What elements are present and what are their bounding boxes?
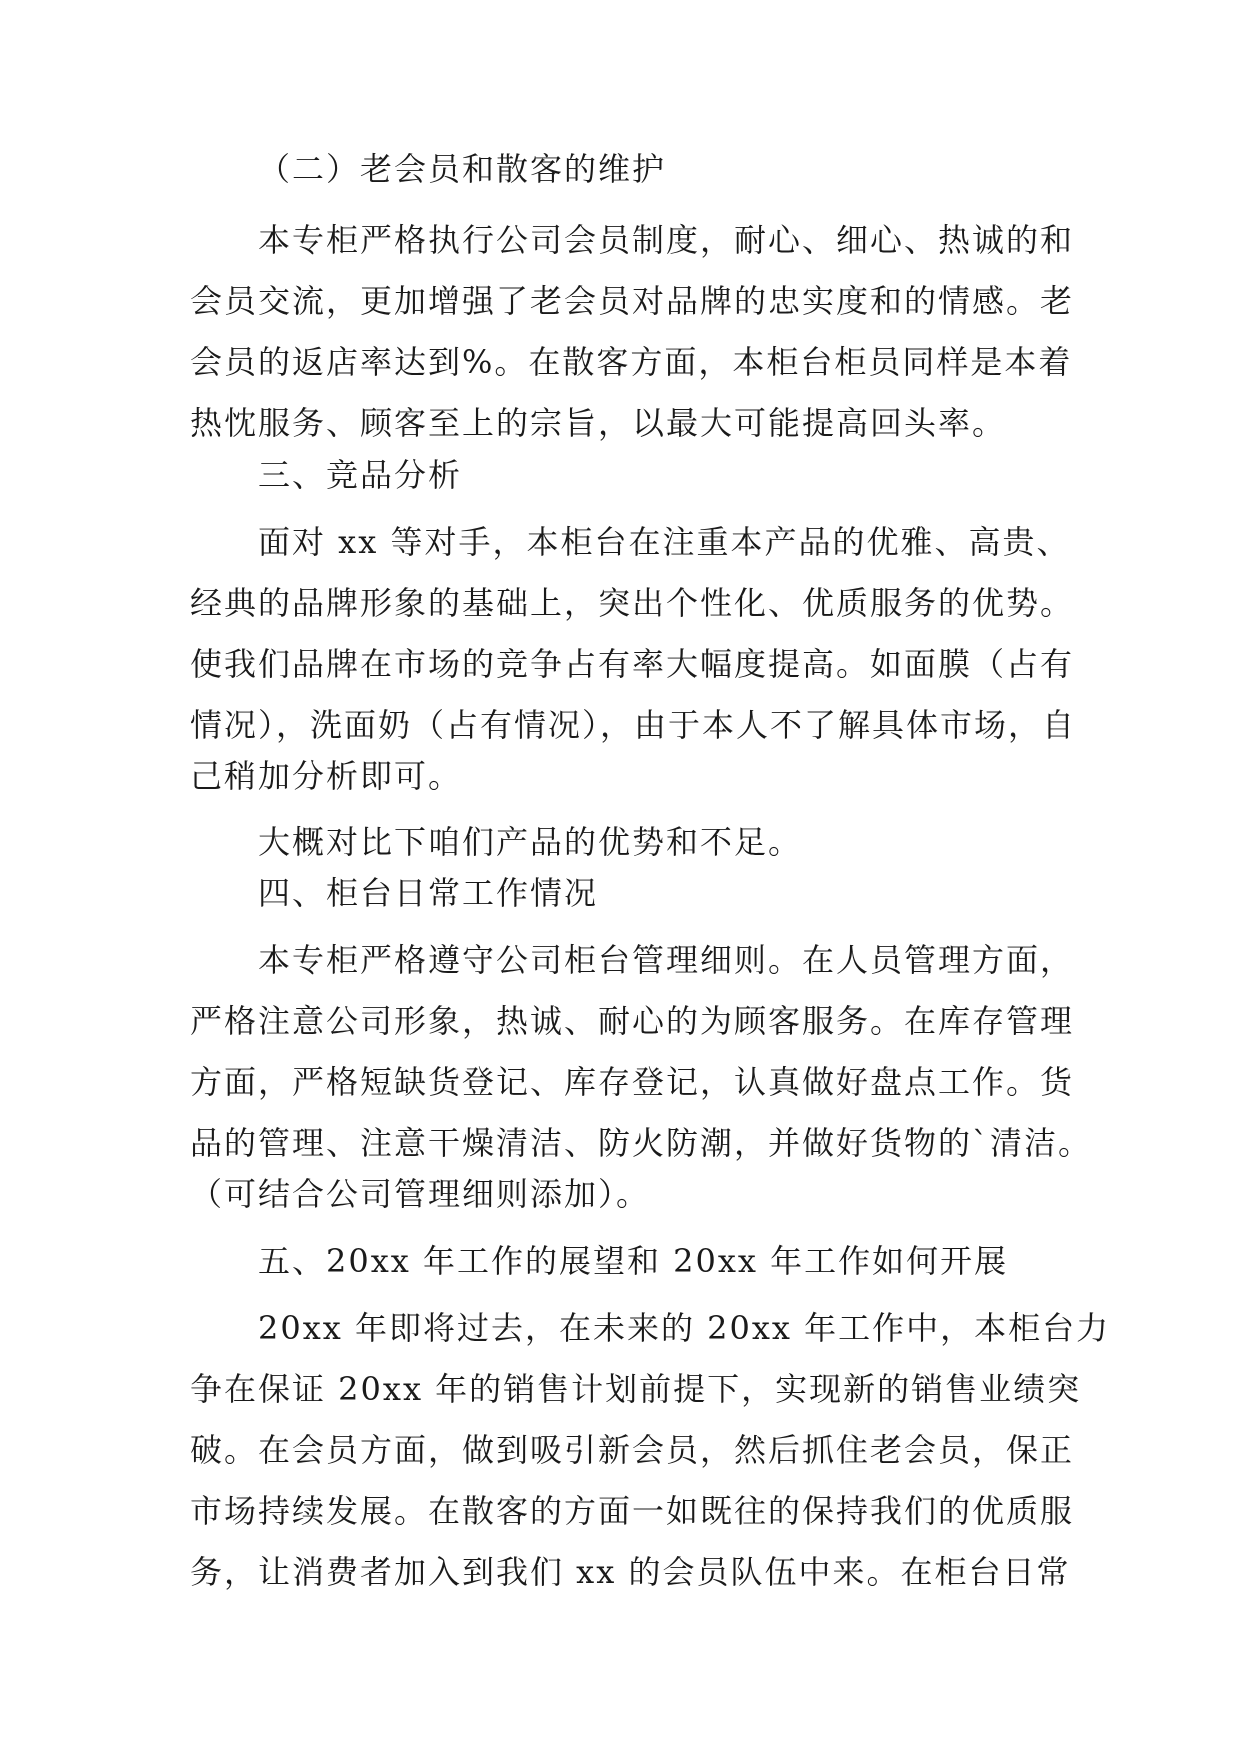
paragraph-line: 本专柜严格执行公司会员制度，耐心、细心、热诚的和 <box>258 221 1075 259</box>
paragraph-line: 面对 xx 等对手，本柜台在注重本产品的优雅、高贵、 <box>258 523 1071 561</box>
paragraph-line: 品的管理、注意干燥清洁、防火防潮，并做好货物的`清洁。 <box>190 1124 1093 1162</box>
paragraph-line: 严格注意公司形象，热诚、耐心的为顾客服务。在库存管理 <box>190 1002 1075 1040</box>
paragraph-line: 本专柜严格遵守公司柜台管理细则。在人员管理方面， <box>258 941 1075 979</box>
paragraph-line: 市场持续发展。在散客的方面一如既往的保持我们的优质服 <box>190 1492 1075 1530</box>
section-heading-5: 五、20xx 年工作的展望和 20xx 年工作如何开展 <box>258 1242 1009 1280</box>
paragraph-line: 务，让消费者加入到我们 xx 的会员队伍中来。在柜台日常 <box>190 1553 1071 1591</box>
paragraph-line: 经典的品牌形象的基础上，突出个性化、优质服务的优势。 <box>190 584 1075 622</box>
paragraph-line: 使我们品牌在市场的竞争占有率大幅度提高。如面膜（占有 <box>190 645 1075 683</box>
paragraph-line: 方面，严格短缺货登记、库存登记，认真做好盘点工作。货 <box>190 1063 1075 1101</box>
paragraph-line: 争在保证 20xx 年的销售计划前提下，实现新的销售业绩突 <box>190 1370 1082 1408</box>
paragraph-line: 20xx 年即将过去，在未来的 20xx 年工作中，本柜台力 <box>258 1309 1111 1347</box>
paragraph-line: 己稍加分析即可。 <box>190 757 463 795</box>
section-heading-3: 三、竞品分析 <box>258 456 463 494</box>
paragraph-line: 会员的返店率达到%。在散客方面，本柜台柜员同样是本着 <box>190 343 1073 381</box>
paragraph-line: 情况），洗面奶（占有情况），由于本人不了解具体市场，自 <box>190 706 1077 744</box>
section-heading-2: （二）老会员和散客的维护 <box>258 150 667 188</box>
paragraph-line: （可结合公司管理细则添加）。 <box>190 1175 651 1213</box>
paragraph-line: 热忱服务、顾客至上的宗旨，以最大可能提高回头率。 <box>190 404 1007 442</box>
paragraph-line: 破。在会员方面，做到吸引新会员，然后抓住老会员，保正 <box>190 1431 1075 1469</box>
paragraph-line: 大概对比下咱们产品的优势和不足。 <box>258 823 803 861</box>
paragraph-line: 会员交流，更加增强了老会员对品牌的忠实度和的情感。老 <box>190 282 1075 320</box>
section-heading-4: 四、柜台日常工作情况 <box>258 874 599 912</box>
